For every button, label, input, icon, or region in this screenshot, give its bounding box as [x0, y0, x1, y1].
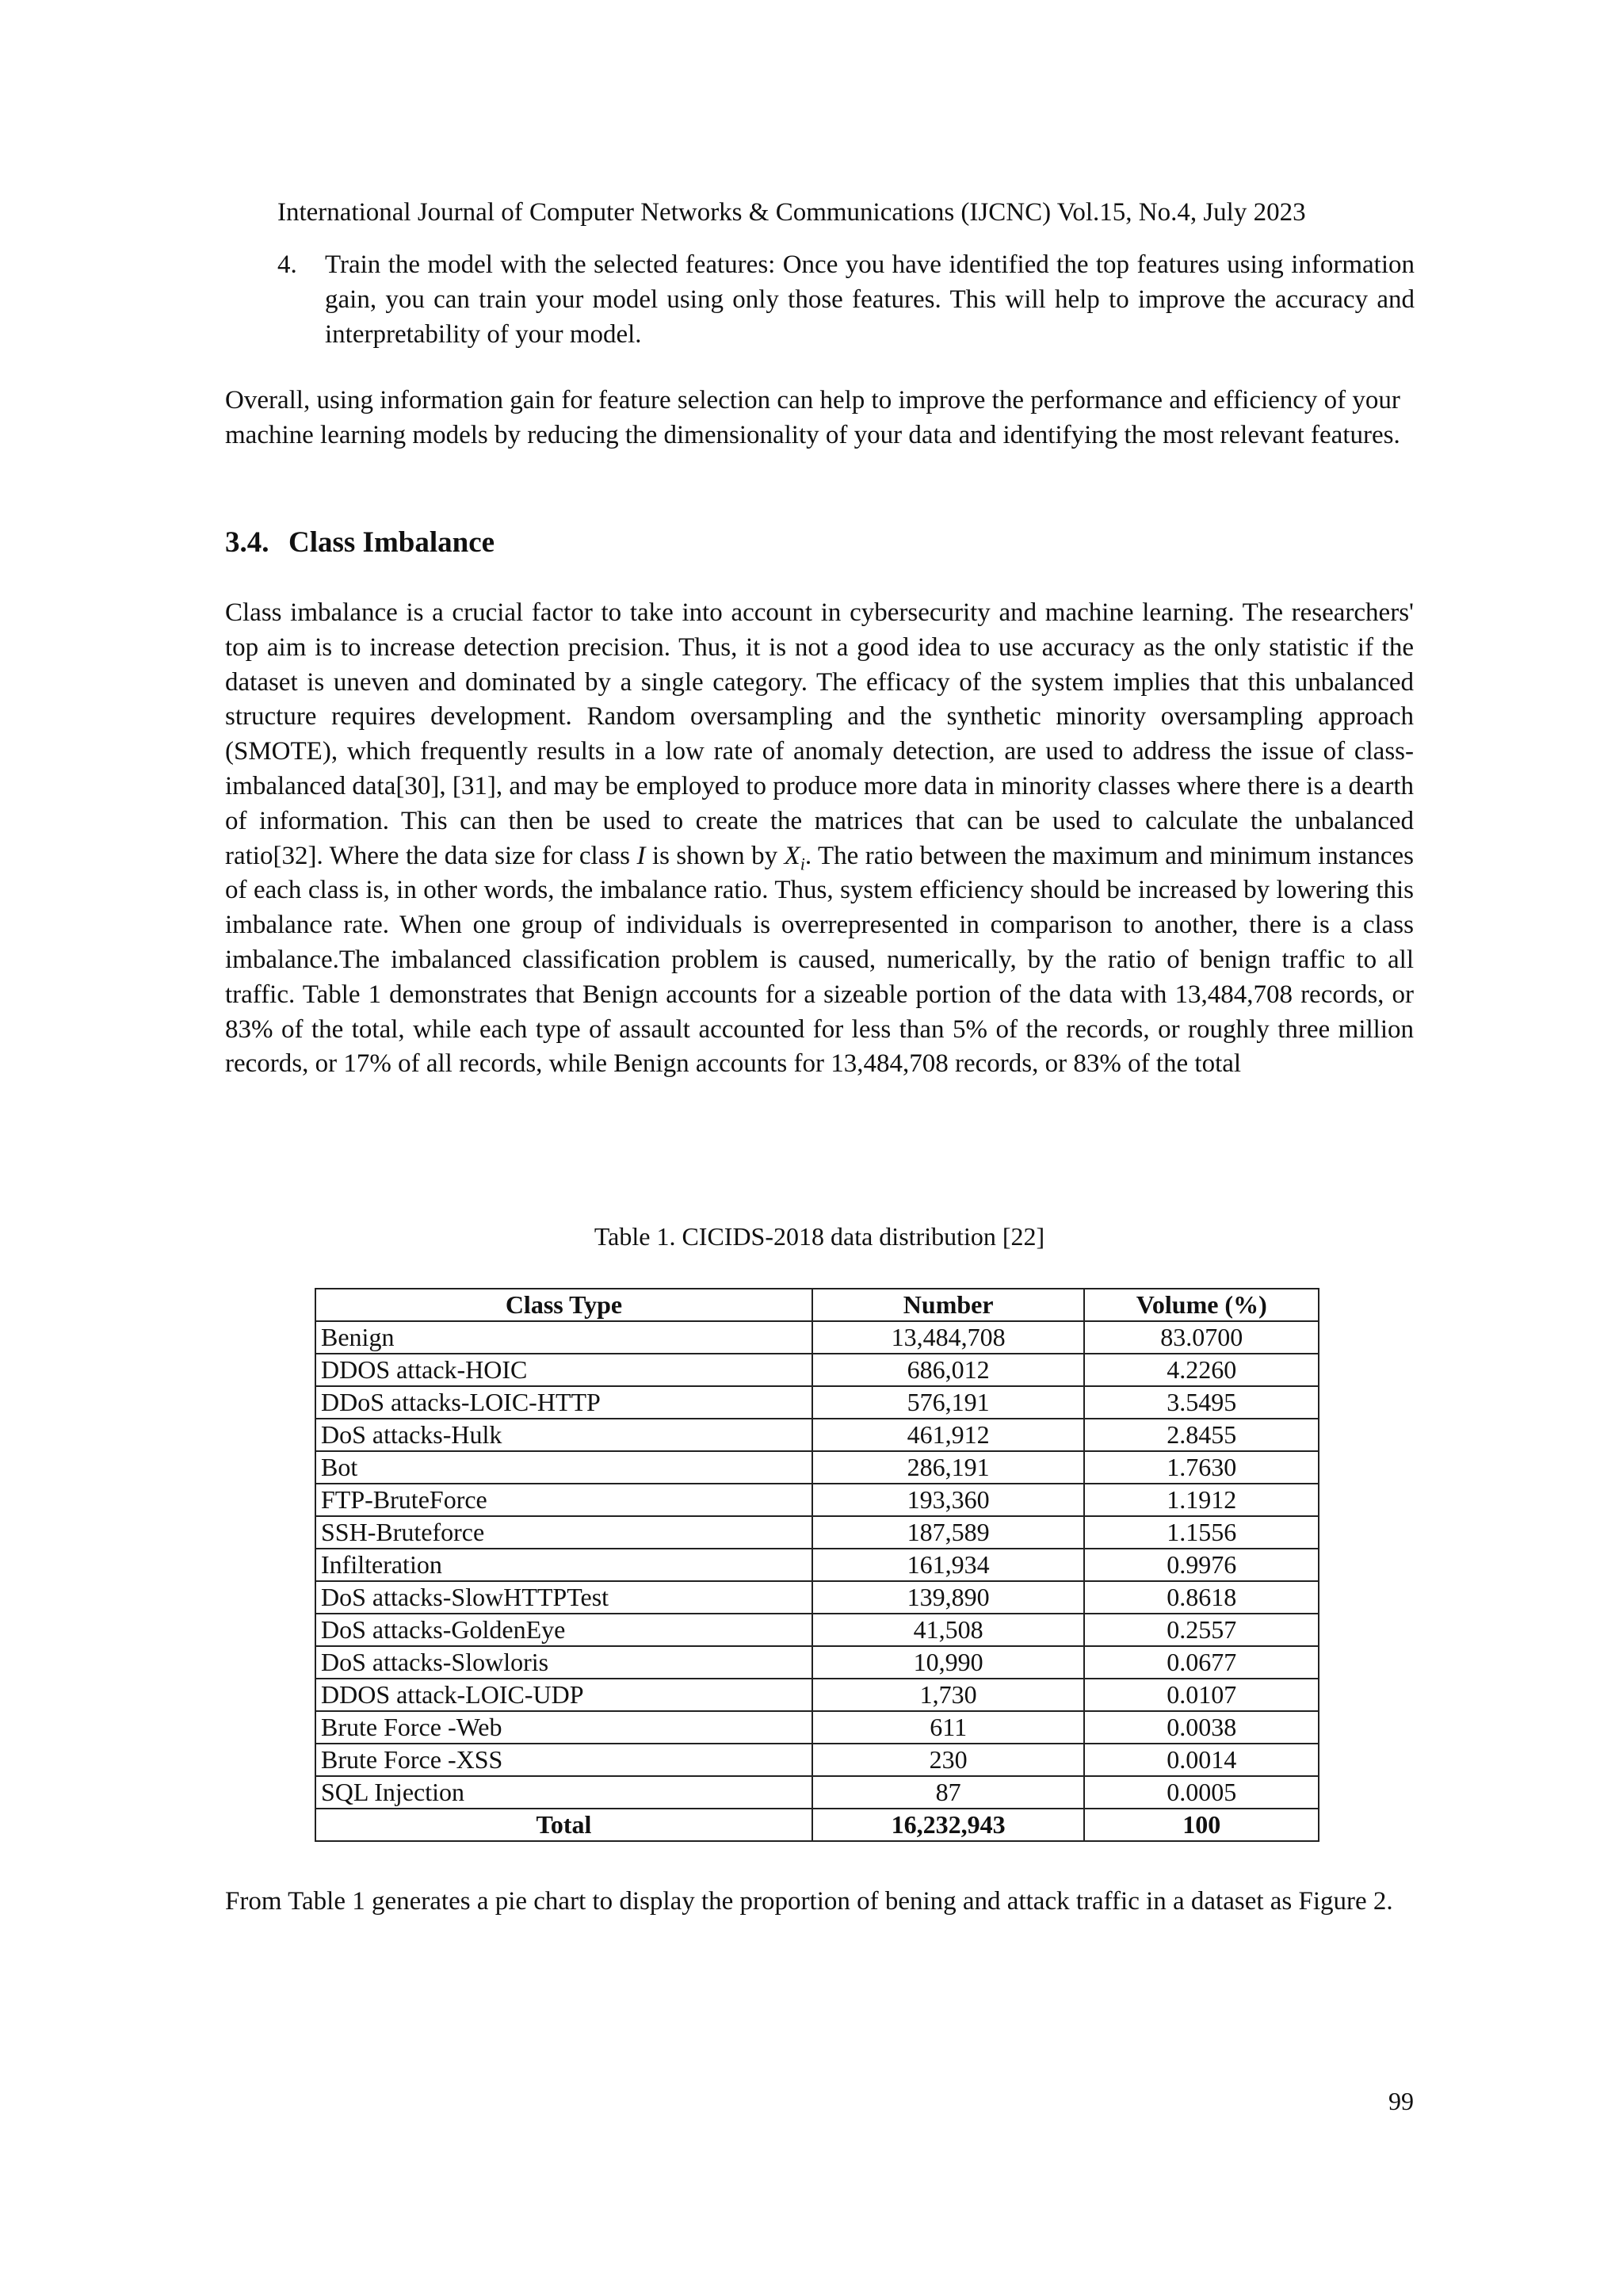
cell-volume: 0.0014 — [1084, 1744, 1319, 1776]
data-size-variable: X — [784, 841, 800, 870]
table-row — [315, 1451, 1319, 1484]
table-row — [315, 1744, 1319, 1776]
cell-class-type: DoS attacks-SlowHTTPTest — [315, 1581, 812, 1614]
table-caption: Table 1. CICIDS-2018 data distribution [22] — [594, 1222, 1045, 1251]
table-row — [315, 1516, 1319, 1549]
table-row — [315, 1484, 1319, 1516]
cell-total-number: 16,232,943 — [812, 1809, 1085, 1841]
cell-volume: 0.2557 — [1084, 1614, 1319, 1646]
cell-number: 461,912 — [812, 1419, 1085, 1451]
imbalance-text-part3: . The ratio between the maximum and minimum instances of each class is, in other words, the imbalance ratio. Thus, system efficiency should be increased by lowering this imbalance rate. When one group of individuals is overrepresented in comparison to another, there is a class imbalance.The imbalanced classification problem is caused, numerically, by the ratio of benign traffic to all traffic. Table 1 demonstrates that Benign accounts for a sizeable portion of the data with 13,484,708 records, or 83% of the total, while each type of assault accounted for less than 5% of the records, or roughly three million records, or 17% of all records, while Benign accounts for 13,484,708 records, or 83% of the total — [225, 841, 1415, 1079]
cell-class-type: Brute Force -XSS — [315, 1744, 812, 1776]
cell-class-type: FTP-BruteForce — [315, 1484, 812, 1516]
cell-volume: 83.0700 — [1084, 1321, 1319, 1354]
cell-number: 611 — [812, 1711, 1085, 1744]
cell-class-type: SSH-Bruteforce — [315, 1516, 812, 1549]
section-number: 3.4. — [225, 526, 269, 559]
table-row — [315, 1679, 1319, 1711]
page-number: 99 — [1388, 2087, 1414, 2115]
cell-volume: 1.1912 — [1084, 1484, 1319, 1516]
cell-number: 187,589 — [812, 1516, 1085, 1549]
cell-volume: 4.2260 — [1084, 1354, 1319, 1386]
table-row — [315, 1386, 1319, 1419]
cell-volume: 1.1556 — [1084, 1516, 1319, 1549]
cell-volume: 1.7630 — [1084, 1451, 1319, 1484]
cell-volume: 3.5495 — [1084, 1386, 1319, 1419]
table-row — [315, 1614, 1319, 1646]
cell-class-type: Bot — [315, 1451, 812, 1484]
cell-class-type: SQL Injection — [315, 1776, 812, 1809]
cell-number: 1,730 — [812, 1679, 1085, 1711]
cell-number: 161,934 — [812, 1549, 1085, 1581]
section-title: Class Imbalance — [288, 526, 495, 559]
table-row — [315, 1776, 1319, 1809]
table-header-row — [315, 1289, 1319, 1321]
table-row — [315, 1646, 1319, 1679]
table-row — [315, 1419, 1319, 1451]
cell-volume: 0.0038 — [1084, 1711, 1319, 1744]
imbalance-text-part1: Class imbalance is a crucial factor to take into account in cybersecurity and machine learning. The researchers' top aim is to increase detection precision. Thus, it is not a good idea to use accuracy as the only statistic if the dataset is uneven and dominated by a single category. The efficacy of the system implies that this unbalanced structure requires development. Random oversampling and the synthetic minority oversampling approach (SMOTE), which frequently results in a low rate of anomaly detection, are used to address the issue of class-imbalanced data[30], [31], and may be employed to produce more data in minority classes where there is a dearth of information. This can then be used to create the matrices that can be used to calculate the unbalanced ratio[32]. Where the data size for class — [225, 598, 1414, 870]
cell-volume: 0.8618 — [1084, 1581, 1319, 1614]
cell-volume: 0.0107 — [1084, 1679, 1319, 1711]
cell-number: 139,890 — [812, 1581, 1085, 1614]
cell-total-label: Total — [315, 1809, 812, 1841]
class-variable: I — [636, 841, 646, 870]
table-row — [315, 1581, 1319, 1614]
cell-class-type: DDoS attacks-LOIC-HTTP — [315, 1386, 812, 1419]
header-volume: Volume (%) — [1084, 1289, 1319, 1321]
data-size-subscript: i — [800, 854, 805, 874]
cell-number: 576,191 — [812, 1386, 1085, 1419]
cell-class-type: DDOS attack-HOIC — [315, 1354, 812, 1386]
cell-number: 13,484,708 — [812, 1321, 1085, 1354]
cell-number: 87 — [812, 1776, 1085, 1809]
paragraph-overall: Overall, using information gain for feature selection can help to improve the performance and efficiency of your machine learning models by reducing the dimensionality of your data and identifying the most relevant features. — [225, 386, 1400, 449]
section-heading — [225, 521, 495, 564]
cell-total-volume: 100 — [1084, 1809, 1319, 1841]
paragraph-figure-intro: From Table 1 generates a pie chart to display the proportion of bening and attack traffic in a dataset as Figure 2. — [225, 1887, 1393, 1916]
list-item-text: Train the model with the selected features: Once you have identified the top features using information gain, you can train your model using only those features. This will help to improve the accuracy and interpretability of your model. — [325, 250, 1415, 349]
cell-number: 41,508 — [812, 1614, 1085, 1646]
list-item-number: 4. — [277, 250, 297, 279]
cell-class-type: DoS attacks-Hulk — [315, 1419, 812, 1451]
cell-number: 10,990 — [812, 1646, 1085, 1679]
table-row — [315, 1321, 1319, 1354]
table-row — [315, 1549, 1319, 1581]
cell-number: 193,360 — [812, 1484, 1085, 1516]
paragraph-class-imbalance — [225, 596, 1414, 1082]
data-distribution-table — [315, 1288, 1319, 1842]
header-class-type: Class Type — [315, 1289, 812, 1321]
cell-class-type: DoS attacks-GoldenEye — [315, 1614, 812, 1646]
table-row — [315, 1711, 1319, 1744]
cell-volume: 2.8455 — [1084, 1419, 1319, 1451]
header-number: Number — [812, 1289, 1085, 1321]
cell-number: 686,012 — [812, 1354, 1085, 1386]
running-header: International Journal of Computer Networks & Communications (IJCNC) Vol.15, No.4, July 2023 — [277, 198, 1306, 227]
table-row — [315, 1354, 1319, 1386]
cell-class-type: DoS attacks-Slowloris — [315, 1646, 812, 1679]
cell-volume: 0.0005 — [1084, 1776, 1319, 1809]
imbalance-text-part2: is shown by — [645, 841, 785, 870]
cell-class-type: Infilteration — [315, 1549, 812, 1581]
cell-volume: 0.9976 — [1084, 1549, 1319, 1581]
cell-class-type: Brute Force -Web — [315, 1711, 812, 1744]
cell-number: 230 — [812, 1744, 1085, 1776]
cell-class-type: Benign — [315, 1321, 812, 1354]
cell-volume: 0.0677 — [1084, 1646, 1319, 1679]
cell-class-type: DDOS attack-LOIC-UDP — [315, 1679, 812, 1711]
numbered-list-item — [277, 247, 1415, 352]
cell-number: 286,191 — [812, 1451, 1085, 1484]
table-total-row — [315, 1809, 1319, 1841]
